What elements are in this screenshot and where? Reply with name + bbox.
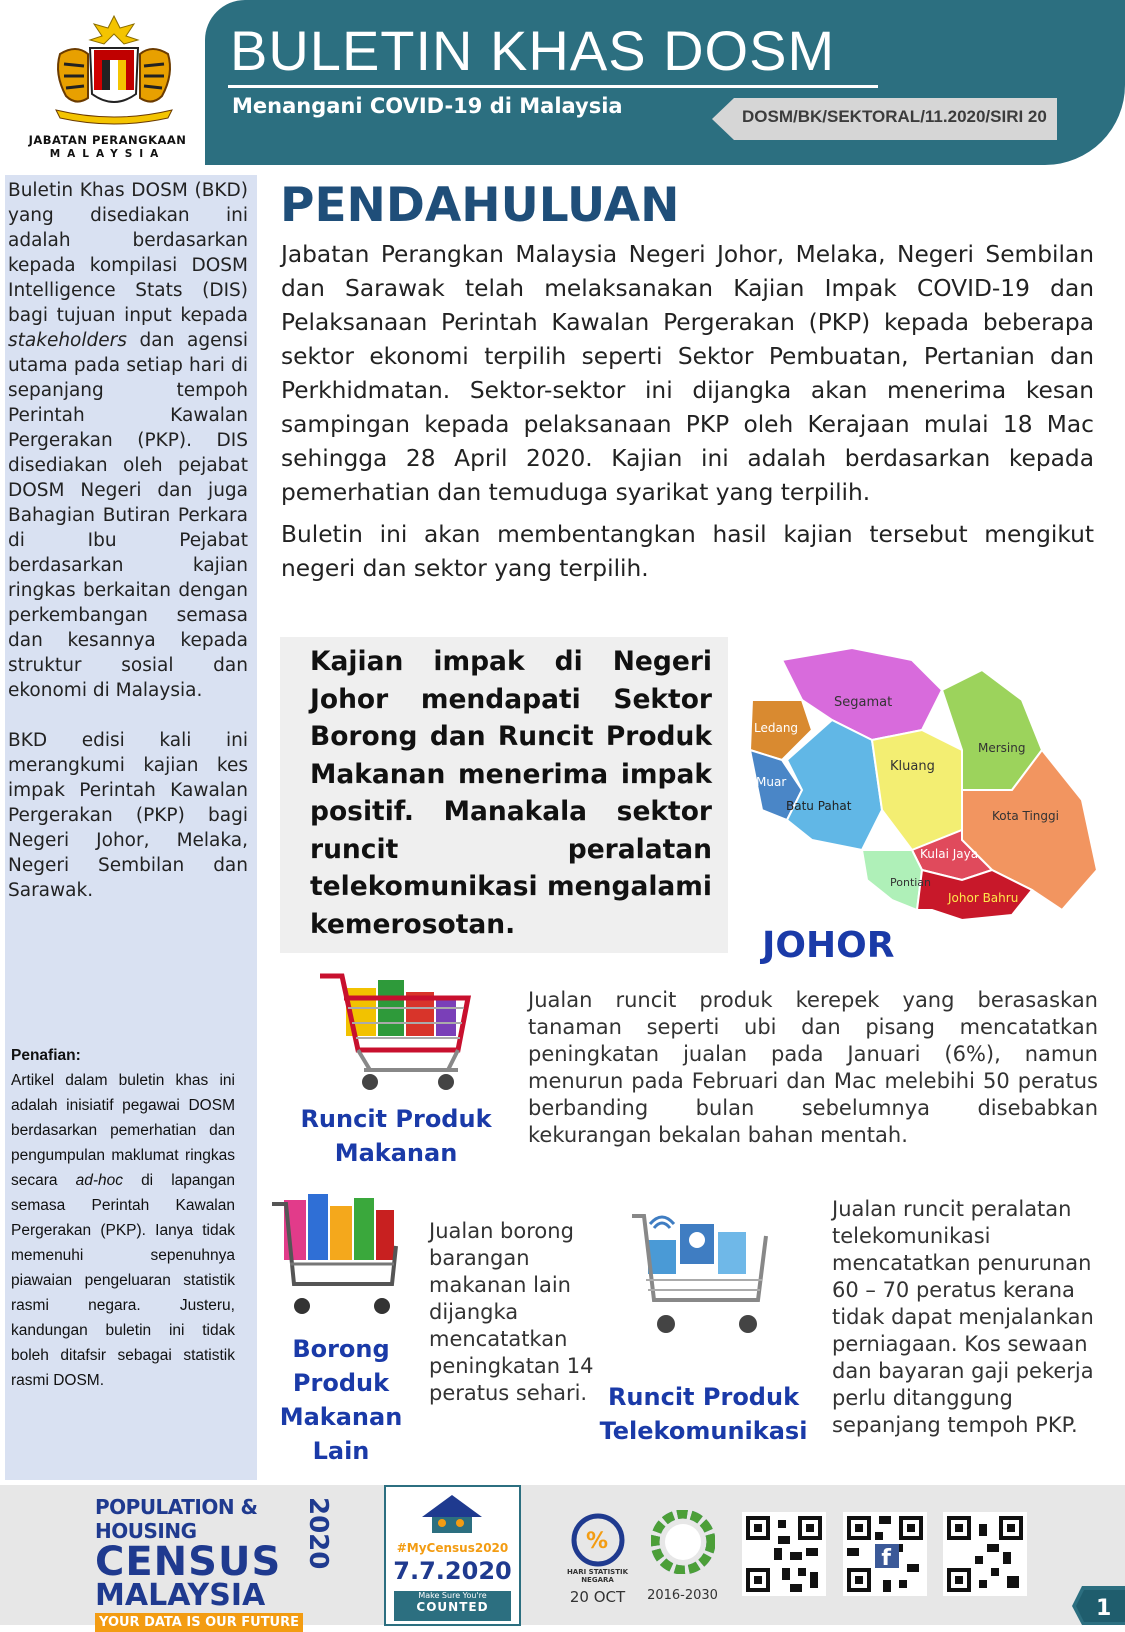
telecom-cart-icon (624, 1200, 774, 1350)
label-muar: Muar (756, 775, 787, 789)
mycensus-date: 7.7.2020 (393, 1557, 512, 1585)
disclaimer-title: Penafian: (11, 1047, 81, 1064)
sector2-title-line1: Borong (292, 1335, 390, 1363)
sector2-title (276, 1332, 406, 1468)
label-segamat: Segamat (834, 695, 893, 710)
qr-code-facebook-icon[interactable] (843, 1512, 927, 1596)
disclaimer-text-b: di lapangan semasa Perintah Kawalan Pergerakan (PKP). Ianya tidak memenuhi sepenuhnya piawaian pengeluaran statistik rasmi negara. Justeru, kandungan buletin ini tidak boleh ditafsir sebagai statistik rasmi DOSM. (11, 1172, 235, 1389)
coat-of-arms-icon (50, 14, 178, 126)
label-batu-pahat: Batu Pahat (786, 799, 852, 813)
sector2-title-line2: Produk (292, 1369, 390, 1397)
intro-paragraph-1: Jabatan Perangkan Malaysia Negeri Johor, Melaka, Negeri Sembilan dan Sarawak telah melaksanakan Kajian Impak COVID-19 dan Pelaksanaan Perintah Kawalan Pergerakan (PKP) kepada beberapa sektor ekonomi terpilih seperti Sektor Pembuatan, Pertanian dan Perkhidmatan. Sektor-sektor ini dijangka akan menerima kesan sampingan kepada pelaksanaan PKP oleh Kerajaan mulai 18 Mac sehingga 28 April 2020. Kajian ini adalah berdasarkan kepada pemerhatian dan temuduga syarikat yang terpilih. (281, 241, 1094, 506)
mycensus-bottom-2: COUNTED (416, 1600, 489, 1614)
sector3-title-line1: Runcit Produk (607, 1383, 800, 1411)
label-kluang: Kluang (890, 759, 935, 774)
section-title: PENDAHULUAN (280, 178, 680, 233)
sidebar-intro (8, 178, 248, 928)
sector1-text: Jualan runcit produk kerepek yang berasaskan tanaman seperti ubi dan pisang mencatatkan peningkatan jualan pada Januari (6%), namun menurun pada Februari dan Mac melebihi 50 peratus berbanding bulan sebelumnya disebabkan kekurangan bekalan bahan mentah. (528, 988, 1098, 1147)
sector2-title-line3: Makanan (279, 1403, 403, 1431)
sidebar-paragraph-2: BKD edisi kali ini merangkumi kajian kes impak Perintah Kawalan Pergerakan (PKP) bagi Negeri Johor, Melaka, Negeri Sembilan dan Sarawak. (8, 730, 248, 901)
sdg-wheel-icon (651, 1510, 715, 1574)
disclaimer-text-em: ad-hoc (75, 1172, 123, 1189)
hari-date: 20 OCT (569, 1588, 626, 1606)
sector1-title (296, 1102, 496, 1170)
sidebar-text-em: stakeholders (8, 330, 127, 351)
grocery-cart-icon (308, 958, 478, 1098)
hari-statistik-logo (560, 1510, 635, 1610)
highlight-text: Kajian impak di Negeri Johor mendapati Sektor Borong dan Runcit Produk Makanan menerima impak positif. Manakala sektor runcit peralatan telekomunikasi mengalami kemerosotan. (310, 646, 712, 940)
mycensus-hashtag: #MyCensus2020 (396, 1541, 509, 1555)
label-ledang: Ledang (754, 721, 799, 735)
sector3-text: Jualan runcit peralatan telekomunikasi mencatatkan penurunan 60 – 70 peratus kerana tidak dapat menjalankan perniagaan. Kos sewaan dan bayaran gaji pekerja perlu ditanggung sepanjang tempoh PKP. (832, 1197, 1094, 1437)
intro-text (281, 238, 1094, 594)
svg-text:f: f (881, 1546, 891, 1572)
percent-icon (568, 1510, 628, 1570)
sidebar-text-b: dan agensi utama pada setiap hari di sepanjang tempoh Perintah Kawalan Pergerakan (PKP). DIS disediakan oleh pejabat DOSM Negeri dan juga Bahagian Butiran Perkara di Ibu Pejabat berdasarkan kajian ringkas berkaitan dengan perkembangan semasa dan kesannya kepada struktur sosial dan ekonomi di Malaysia. (8, 330, 248, 701)
department-country: MALAYSIA (49, 148, 166, 160)
department-name: JABATAN PERANGKAAN (28, 133, 187, 147)
page-number: 1 (1096, 1596, 1112, 1621)
disclaimer-text-a: Artikel dalam buletin khas ini adalah inisiatif pegawai DOSM berdasarkan pemerhatian dan pengumpulan maklumat ringkas secara (11, 1072, 235, 1189)
census-line1: POPULATION & HOUSING (95, 1495, 258, 1543)
sidebar-text-a: Buletin Khas DOSM (BKD) yang disediakan ini adalah berdasarkan kepada kompilasi DOSM Intelligence Stats (DIS) bagi tujuan input kepada (8, 180, 248, 326)
logo-area (0, 0, 205, 165)
house-icon (420, 1493, 484, 1535)
wholesale-cart-icon (266, 1190, 402, 1330)
sector3-title (596, 1380, 811, 1448)
disclaimer (11, 1043, 235, 1393)
sector1-title-line1: Runcit Produk (300, 1105, 492, 1133)
page-number-badge (1070, 1580, 1125, 1625)
sidebar-paragraph-1 (8, 178, 248, 703)
johor-map (742, 640, 1110, 955)
sector1-title-line2: Makanan (334, 1139, 458, 1167)
label-mersing: Mersing (978, 741, 1026, 755)
census-logo (95, 1495, 335, 1630)
mycensus-bottom-1: Make Sure You're (418, 1591, 487, 1600)
svg-text:%: % (586, 1529, 609, 1554)
mycensus-badge (384, 1485, 521, 1626)
label-johor-bahru: Johor Bahru (948, 891, 1019, 905)
title-underline (228, 85, 878, 88)
census-line2: CENSUS (95, 1539, 282, 1585)
census-tagline: YOUR DATA IS OUR FUTURE (95, 1613, 303, 1632)
sdg-logo (645, 1510, 720, 1610)
map-title: JOHOR (762, 925, 895, 966)
sector2-text: Jualan borong barangan makanan lain dijangka mencatatkan peningkatan 14 peratus sehari. (429, 1219, 594, 1405)
label-kulai-jaya: Kulai Jaya (920, 847, 979, 861)
census-line3: MALAYSIA (95, 1578, 266, 1613)
sector3-title-line2: Telekomunikasi (599, 1417, 808, 1445)
mycensus-counted-band (394, 1591, 511, 1621)
reference-number: DOSM/BK/SEKTORAL/11.2020/SIRI 20 (742, 107, 1047, 126)
district-kluang (872, 730, 962, 850)
sector2-title-line4: Lain (312, 1437, 370, 1465)
census-year: 2020 (303, 1497, 333, 1570)
intro-paragraph-2: Buletin ini akan membentangkan hasil kajian tersebut mengikut negeri dan sektor yang terpilih. (281, 521, 1094, 582)
bulletin-title: BULETIN KHAS DOSM (230, 19, 836, 82)
qr-code-icon[interactable] (742, 1512, 826, 1596)
qr-code-icon-3[interactable] (943, 1512, 1027, 1596)
sdg-years: 2016-2030 (647, 1588, 718, 1603)
label-pontian: Pontian (890, 876, 932, 889)
label-kota-tinggi: Kota Tinggi (992, 809, 1059, 823)
hari-label: HARI STATISTIK NEGARA (566, 1568, 629, 1584)
bulletin-subtitle: Menangani COVID-19 di Malaysia (232, 94, 623, 118)
